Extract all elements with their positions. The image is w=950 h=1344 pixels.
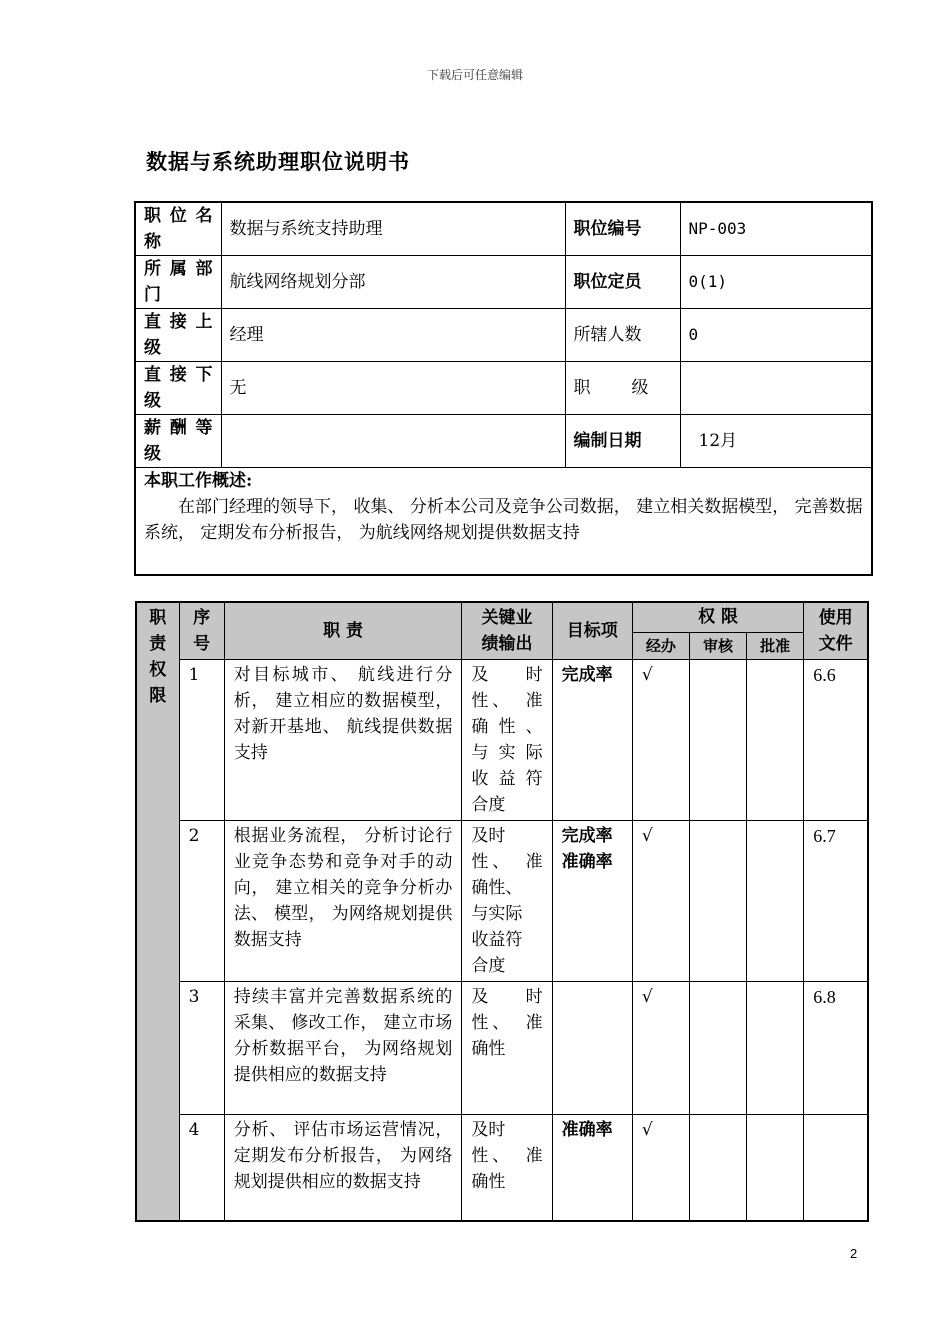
row-duty: 分析、 评估市场运营情况， 定期发布分析报告， 为网络规划提供相应的数据支持 bbox=[224, 1114, 462, 1221]
subordinate-value: 无 bbox=[221, 362, 565, 415]
subordinates-count-label: 所辖人数 bbox=[565, 309, 680, 362]
table-row bbox=[136, 820, 868, 981]
salary-value bbox=[221, 415, 565, 468]
row-review bbox=[689, 981, 746, 1114]
row-kpi: 及时 性、 准 确性、 与实际 收益符 合度 bbox=[462, 820, 552, 981]
subordinate-label: 直 接 下 级 bbox=[135, 362, 221, 415]
row-duty: 根据业务流程， 分析讨论行业竞争态势和竞争对手的动向， 建立相关的竞争分析办法、 模型， 为网络规划提供数据支持 bbox=[224, 820, 462, 981]
date-label: 编制日期 bbox=[565, 415, 680, 468]
review-header: 审核 bbox=[689, 632, 746, 659]
row-handle-check: √ bbox=[632, 659, 689, 820]
approve-header: 批准 bbox=[747, 632, 804, 659]
job-summary-title: 本职工作概述: bbox=[144, 471, 253, 491]
department-value: 航线网络规划分部 bbox=[221, 256, 565, 309]
headcount-label: 职位定员 bbox=[565, 256, 680, 309]
row-seq: 4 bbox=[179, 1114, 224, 1221]
row-kpi: 及时 性、 准 确性 bbox=[462, 1114, 552, 1221]
kpi-header: 关键业 绩输出 bbox=[462, 602, 552, 659]
row-doc: 6.6 bbox=[804, 659, 868, 820]
row-duty: 持续丰富并完善数据系统的采集、 修改工作， 建立市场分析数据平台， 为网络规划提供相应的数据支持 bbox=[224, 981, 462, 1114]
position-code-label: 职位编号 bbox=[565, 202, 680, 256]
table-row bbox=[136, 1114, 868, 1221]
position-code-value: NP-003 bbox=[680, 202, 872, 256]
row-target: 完成率 准确率 bbox=[552, 820, 632, 981]
row-review bbox=[689, 659, 746, 820]
duties-side-label: 职 责 权 限 bbox=[136, 602, 179, 1221]
grade-label: 职 级 bbox=[565, 362, 680, 415]
row-target: 完成率 bbox=[552, 659, 632, 820]
authority-header: 权 限 bbox=[632, 602, 803, 632]
row-seq: 3 bbox=[179, 981, 224, 1114]
table-row bbox=[136, 981, 868, 1114]
row-seq: 2 bbox=[179, 820, 224, 981]
subordinates-count-value: 0 bbox=[680, 309, 872, 362]
table-row bbox=[136, 659, 868, 820]
seq-header: 序 号 bbox=[179, 602, 224, 659]
row-target bbox=[552, 981, 632, 1114]
row-doc: 6.8 bbox=[804, 981, 868, 1114]
docs-header: 使用 文件 bbox=[804, 602, 868, 659]
duties-table bbox=[135, 601, 869, 1222]
grade-value bbox=[680, 362, 872, 415]
position-info-table bbox=[134, 201, 873, 576]
row-kpi: 及 时 性、 准 确 性 、 与 实 际 收 益 符 合度 bbox=[462, 659, 552, 820]
row-review bbox=[689, 820, 746, 981]
job-summary-body: 在部门经理的领导下， 收集、 分析本公司及竞争公司数据， 建立相关数据模型， 完善数据系统， 定期发布分析报告， 为航线网络规划提供数据支持 bbox=[144, 497, 863, 543]
department-label: 所 属 部 门 bbox=[135, 256, 221, 309]
row-approve bbox=[747, 1114, 804, 1221]
target-header: 目标项 bbox=[552, 602, 632, 659]
row-doc bbox=[804, 1114, 868, 1221]
row-duty: 对目标城市、 航线进行分析， 建立相应的数据模型， 对新开基地、 航线提供数据支持 bbox=[224, 659, 462, 820]
row-handle-check: √ bbox=[632, 1114, 689, 1221]
duty-header: 职 责 bbox=[224, 602, 462, 659]
date-value: 12月 bbox=[680, 415, 872, 468]
row-doc: 6.7 bbox=[804, 820, 868, 981]
salary-label: 薪 酬 等 级 bbox=[135, 415, 221, 468]
row-kpi: 及 时 性、 准 确性 bbox=[462, 981, 552, 1114]
row-review bbox=[689, 1114, 746, 1221]
position-name-label: 职 位 名 称 bbox=[135, 202, 221, 256]
handle-header: 经办 bbox=[632, 632, 689, 659]
document-title: 数据与系统助理职位说明书 bbox=[146, 149, 410, 174]
row-approve bbox=[747, 659, 804, 820]
headcount-value: 0(1) bbox=[680, 256, 872, 309]
row-seq: 1 bbox=[179, 659, 224, 820]
page-number: 2 bbox=[850, 1246, 858, 1261]
header-note: 下载后可任意编辑 bbox=[426, 68, 523, 82]
row-approve bbox=[747, 820, 804, 981]
superior-value: 经理 bbox=[221, 309, 565, 362]
row-handle-check: √ bbox=[632, 981, 689, 1114]
job-summary bbox=[135, 468, 872, 576]
position-name-value: 数据与系统支持助理 bbox=[221, 202, 565, 256]
row-approve bbox=[747, 981, 804, 1114]
superior-label: 直 接 上 级 bbox=[135, 309, 221, 362]
row-handle-check: √ bbox=[632, 820, 689, 981]
row-target: 准确率 bbox=[552, 1114, 632, 1221]
